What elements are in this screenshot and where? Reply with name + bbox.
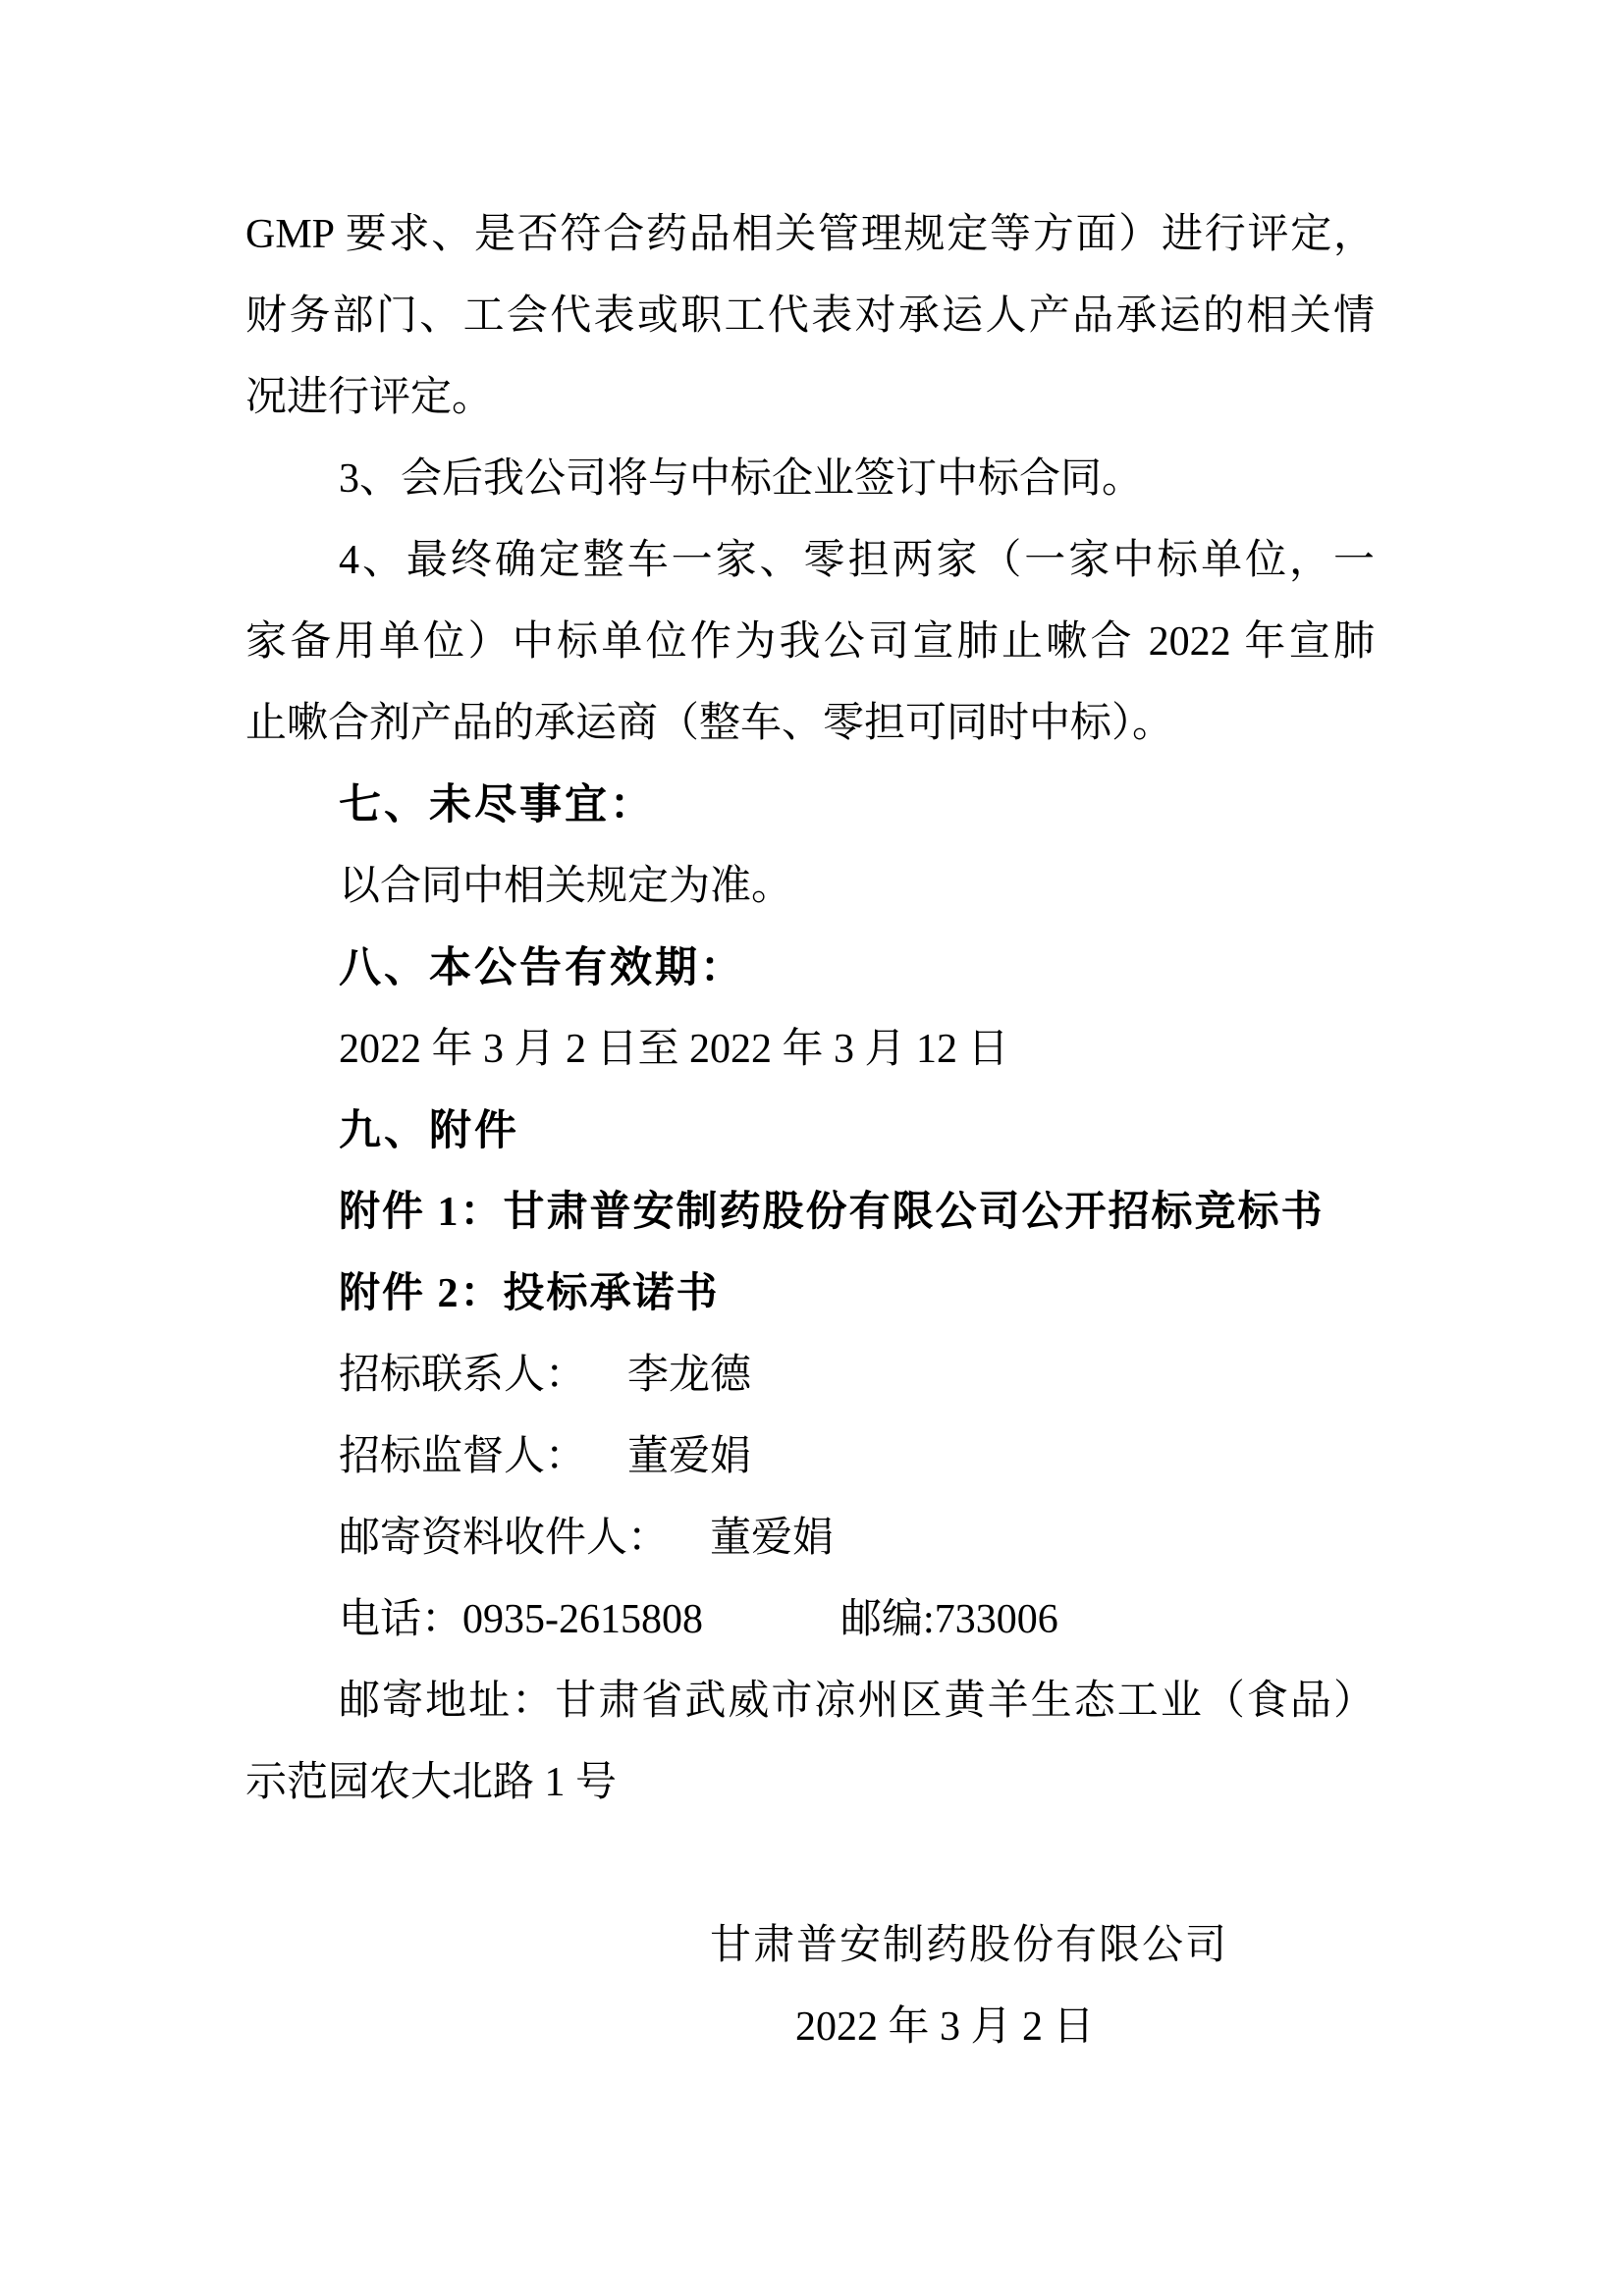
- list-item-4-line3: 止嗽合剂产品的承运商（整车、零担可同时中标）。: [245, 701, 1174, 746]
- mail-recipient-line: [245, 1498, 1375, 1579]
- list-item-4-line1: 4、最终确定整车一家、零担两家（一家中标单位，一: [339, 538, 1375, 583]
- phone-postal-line: [245, 1579, 1375, 1661]
- section-8-validity-dates: 2022 年 3 月 2 日至 2022 年 3 月 12 日: [339, 1027, 1009, 1072]
- section-9-heading: 九、附件: [339, 1107, 519, 1154]
- tender-contact-line: [245, 1335, 1375, 1416]
- document-content: [245, 194, 1375, 2068]
- attachment-2: 附件 2：投标承诺书: [339, 1271, 720, 1316]
- tender-contact-label: 招标联系人：: [339, 1353, 587, 1398]
- postal-label: 邮编:: [840, 1597, 935, 1642]
- mail-recipient-name: 董爱娟: [710, 1516, 835, 1561]
- section-8-heading: 八、本公告有效期：: [339, 944, 745, 991]
- tender-contact-name: 李龙德: [627, 1353, 752, 1398]
- section-7-body: 以合同中相关规定为准。: [339, 864, 793, 909]
- mailing-address-line1: 邮寄地址：甘肃省武威市凉州区黄羊生态工业（食品）: [339, 1679, 1375, 1724]
- tender-supervisor-name: 董爱娟: [627, 1434, 752, 1479]
- attachment-1: 附件 1：甘肃普安制药股份有限公司公开招标竞标书: [339, 1190, 1325, 1235]
- body-line-gmp-requirements: GMP 要求、是否符合药品相关管理规定等方面）进行评定，: [245, 212, 1375, 257]
- mail-recipient-label: 邮寄资料收件人：: [339, 1516, 670, 1561]
- body-line-departments: 财务部门、工会代表或职工代表对承运人产品承运的相关情: [245, 294, 1375, 339]
- section-7-heading: 七、未尽事宜：: [339, 781, 655, 828]
- blank-line: [245, 1824, 1375, 1905]
- signature-date: 2022 年 3 月 2 日: [795, 2004, 1095, 2050]
- list-item-3: 3、会后我公司将与中标企业签订中标合同。: [339, 456, 1144, 502]
- postal-code: 733006: [934, 1597, 1058, 1642]
- list-item-4-line2: 家备用单位）中标单位作为我公司宣肺止嗽合 2022 年宣肺: [245, 619, 1375, 665]
- body-line-evaluation-end: 况进行评定。: [245, 375, 494, 420]
- tender-supervisor-line: [245, 1416, 1375, 1498]
- mailing-address-line2: 示范园农大北路 1 号: [245, 1760, 618, 1805]
- tender-supervisor-label: 招标监督人：: [339, 1434, 587, 1479]
- signature-company: 甘肃普安制药股份有限公司: [710, 1923, 1229, 1968]
- phone-label: 电话：: [339, 1597, 463, 1642]
- phone-number: 0935-2615808: [462, 1597, 704, 1642]
